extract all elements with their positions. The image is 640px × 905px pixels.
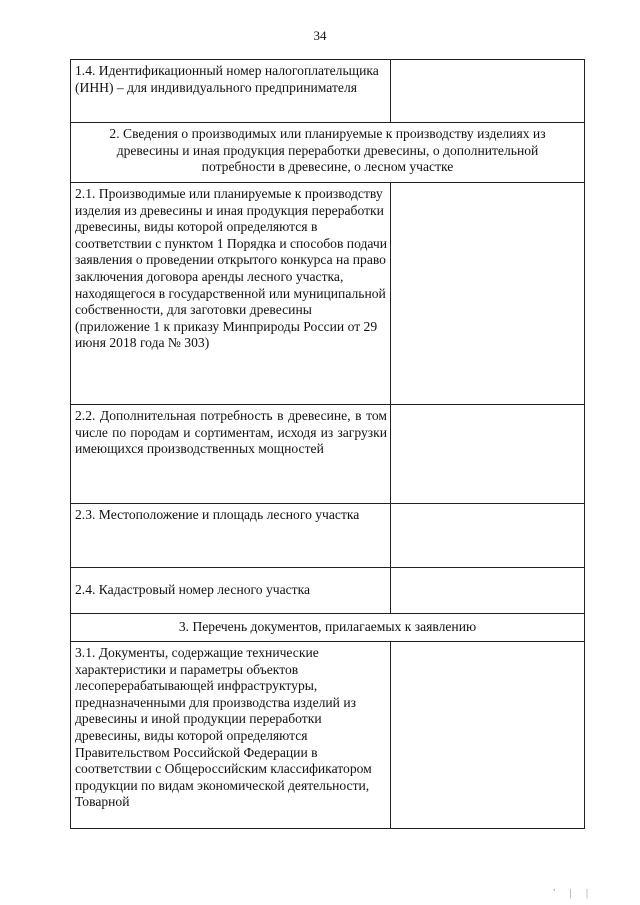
table-row-2-3 [71,504,585,568]
section-3-row [71,614,585,642]
item-3-1-label: 3.1. Документы, содержащие технические характеристики и параметры объектов лесоперерабатывающей инфраструктуры, предназначенными для производства изделий из древесины и иной продукции переработки древесины, виды которой определяются Правительством Российской Федерации в соответствии с Общероссийским классификатором продукции по видам экономической деятельности, Товарной [71,642,391,829]
item-2-2-label: 2.2. Дополнительная потребность в древесине, в том числе по породам и сортиментам, исходя из загрузки имеющихся производственных мощностей [71,405,391,504]
table-row-2-4 [71,568,585,614]
table-row-2-1 [71,183,585,405]
page-number: 34 [313,28,327,43]
table-row-3-1 [71,642,585,829]
table-row-2-2 [71,405,585,504]
item-2-3-label: 2.3. Местоположение и площадь лесного участка [71,504,391,568]
item-3-1-answer[interactable] [391,642,585,829]
item-2-1-label: 2.1. Производимые или планируемые к производству изделия из древесины и иная продукция переработки древесины, виды которой определяются в соответствии с пунктом 1 Порядка и способов подачи заявления о проведении открытого конкурса на право заключения договора аренды лесного участка, находящегося в государственной или муниципальной собственности, для заготовки древесины (приложение 1 к приказу Минприроды России от 29 июня 2018 года № 303) [71,183,391,405]
item-2-1-answer[interactable] [391,183,585,405]
section-2-row [71,123,585,183]
application-form-table [70,59,585,829]
item-1-4-answer[interactable] [391,60,585,123]
section-2-heading: 2. Сведения о производимых или планируемые к производству изделиях из древесины и иная продукция переработки древесины, о дополнительной потребности в древесине, о лесном участке [71,123,585,183]
item-2-3-answer[interactable] [391,504,585,568]
item-2-4-answer[interactable] [391,568,585,614]
scan-corner-mark: ' | | [553,888,594,899]
section-3-heading: 3. Перечень документов, прилагаемых к заявлению [71,614,585,642]
table-row-1-4 [71,60,585,123]
item-2-4-label: 2.4. Кадастровый номер лесного участка [71,568,391,614]
item-1-4-label: 1.4. Идентификационный номер налогоплательщика (ИНН) – для индивидуального предпринимателя [71,60,391,123]
item-2-2-answer[interactable] [391,405,585,504]
